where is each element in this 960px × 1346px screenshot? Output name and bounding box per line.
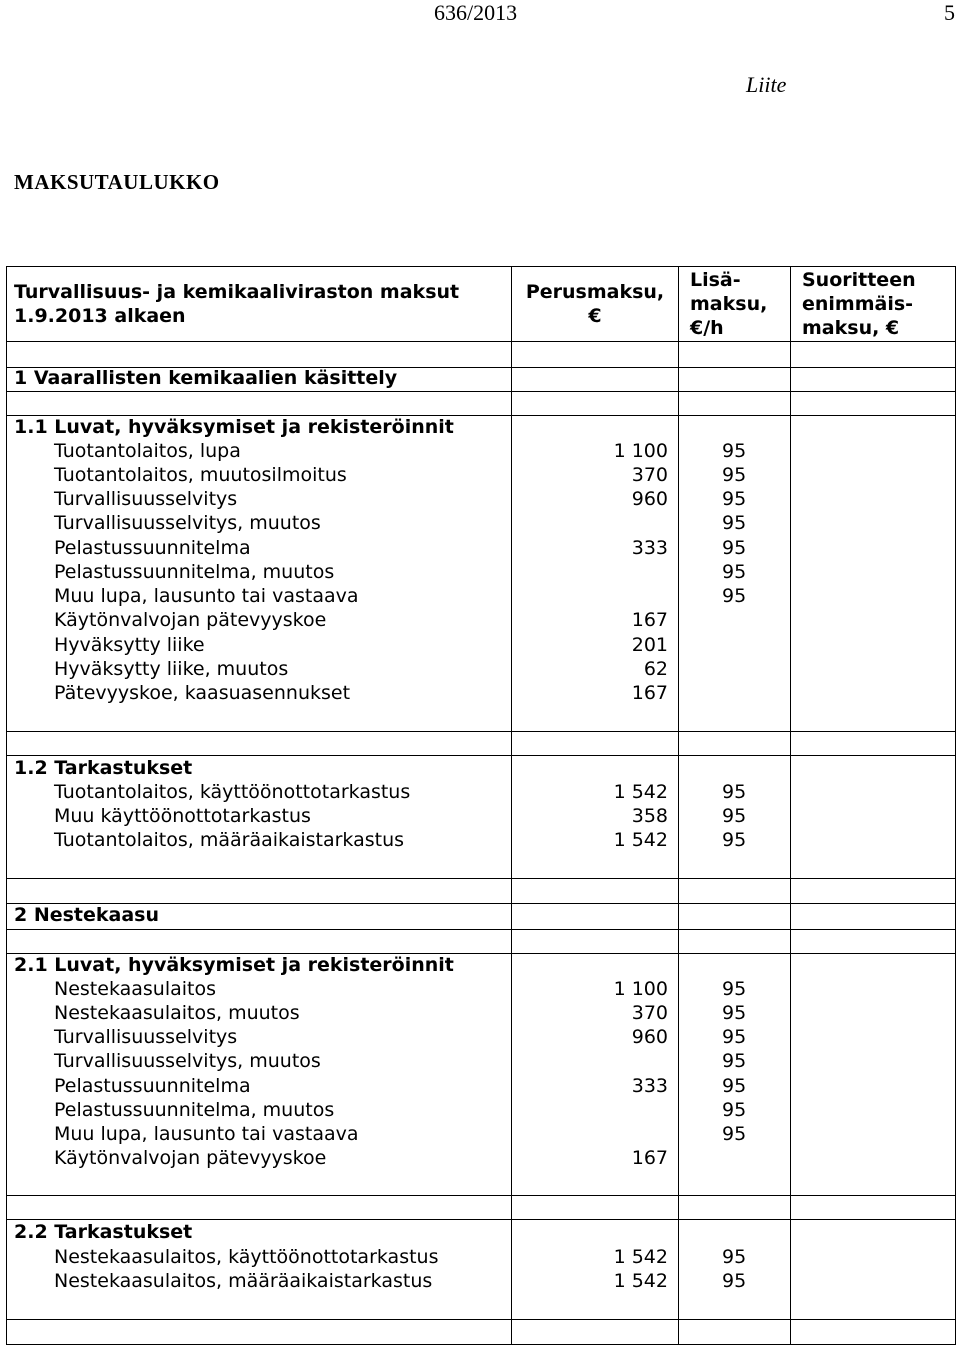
header-description xyxy=(14,280,459,328)
fee-row-base: 960 xyxy=(631,1026,668,1048)
fee-row-additional: 95 xyxy=(722,1246,747,1268)
fee-row-label: Pelastussuunnitelma, muutos xyxy=(54,1099,335,1121)
fee-row-label: Muu lupa, lausunto tai vastaava xyxy=(54,585,359,607)
fee-row-base: 1 542 xyxy=(613,781,668,803)
header-max-fee-line: Suoritteen xyxy=(802,269,916,291)
fee-row-label: Tuotantolaitos, lupa xyxy=(54,440,241,462)
header-description-line: 1.9.2013 alkaen xyxy=(14,305,186,327)
header-max-fee-line: maksu, € xyxy=(802,317,900,339)
fee-row-base: 370 xyxy=(631,1002,668,1024)
fee-row-label: Turvallisuusselvitys, muutos xyxy=(54,512,321,534)
fee-row-additional: 95 xyxy=(722,1075,747,1097)
fee-row-label: Hyväksytty liike, muutos xyxy=(54,658,289,680)
fee-row-additional: 95 xyxy=(722,488,747,510)
fee-row-base: 333 xyxy=(631,1075,668,1097)
fee-row-label: Turvallisuusselvitys xyxy=(54,488,238,510)
fee-row-base: 167 xyxy=(631,1147,668,1169)
fee-row-label: Turvallisuusselvitys xyxy=(54,1026,238,1048)
fee-row-base: 167 xyxy=(631,682,668,704)
fee-row-label: Tuotantolaitos, käyttöönottotarkastus xyxy=(54,781,411,803)
fee-row-additional: 95 xyxy=(722,978,747,1000)
fee-row-additional: 95 xyxy=(722,537,747,559)
header-max-fee-line: enimmäis- xyxy=(802,293,914,315)
fee-row-base: 1 542 xyxy=(613,1246,668,1268)
fee-row-base: 62 xyxy=(643,658,668,680)
page-number: 5 xyxy=(944,0,955,25)
fee-row-label: Pätevyyskoe, kaasuasennukset xyxy=(54,682,351,704)
header-additional-fee xyxy=(690,268,767,340)
subsection-title: 1.1 Luvat, hyväksymiset ja rekisteröinnit xyxy=(14,416,454,438)
fee-row-label: Nestekaasulaitos, käyttöönottotarkastus xyxy=(54,1246,439,1268)
fee-row-base: 370 xyxy=(631,464,668,486)
fee-table xyxy=(6,266,956,1345)
fee-row-base: 1 542 xyxy=(613,829,668,851)
header-base-fee-line: Perusmaksu, xyxy=(525,281,665,303)
fee-row-base: 1 542 xyxy=(613,1270,668,1292)
fee-row-base: 358 xyxy=(631,805,668,827)
subsection-title: 2.1 Luvat, hyväksymiset ja rekisteröinnit xyxy=(14,954,454,976)
fee-row-base: 960 xyxy=(631,488,668,510)
fee-row-base: 1 100 xyxy=(613,440,668,462)
fee-row-base: 333 xyxy=(631,537,668,559)
header-additional-fee-line: Lisä- xyxy=(690,269,741,291)
header-base-fee xyxy=(512,280,678,328)
fee-row-label: Pelastussuunnitelma xyxy=(54,1075,251,1097)
fee-row-label: Muu lupa, lausunto tai vastaava xyxy=(54,1123,359,1145)
header-additional-fee-line: €/h xyxy=(690,317,724,339)
fee-row-additional: 95 xyxy=(722,829,747,851)
fee-row-label: Hyväksytty liike xyxy=(54,634,205,656)
fee-row-base: 1 100 xyxy=(613,978,668,1000)
subsection-title: 1.2 Tarkastukset xyxy=(14,757,193,779)
fee-row-label: Pelastussuunnitelma, muutos xyxy=(54,561,335,583)
appendix-label: Liite xyxy=(746,72,787,97)
fee-row-base: 201 xyxy=(631,634,668,656)
fee-row-label: Tuotantolaitos, määräaikaistarkastus xyxy=(54,829,405,851)
fee-row-additional: 95 xyxy=(722,561,747,583)
section-title: 1 Vaarallisten kemikaalien käsittely xyxy=(14,367,398,389)
fee-row-label: Nestekaasulaitos, määräaikaistarkastus xyxy=(54,1270,433,1292)
fee-row-additional: 95 xyxy=(722,464,747,486)
fee-row-label: Nestekaasulaitos, muutos xyxy=(54,1002,300,1024)
fee-row-additional: 95 xyxy=(722,440,747,462)
header-additional-fee-line: maksu, xyxy=(690,293,768,315)
subsection-title: 2.2 Tarkastukset xyxy=(14,1221,193,1243)
fee-row-label: Tuotantolaitos, muutosilmoitus xyxy=(54,464,347,486)
fee-row-additional: 95 xyxy=(722,1050,747,1072)
fee-row-additional: 95 xyxy=(722,585,747,607)
header-base-fee-line: € xyxy=(588,305,602,327)
header-description-line: Turvallisuus- ja kemikaaliviraston maksut xyxy=(14,281,460,303)
fee-row-label: Turvallisuusselvitys, muutos xyxy=(54,1050,321,1072)
header-max-fee xyxy=(802,268,916,340)
fee-row-additional: 95 xyxy=(722,1123,747,1145)
fee-row-label: Nestekaasulaitos xyxy=(54,978,217,1000)
document-title: MAKSUTAULUKKO xyxy=(14,170,220,194)
fee-row-additional: 95 xyxy=(722,1002,747,1024)
fee-row-label: Pelastussuunnitelma xyxy=(54,537,251,559)
document-number: 636/2013 xyxy=(434,0,518,25)
fee-row-label: Käytönvalvojan pätevyyskoe xyxy=(54,609,327,631)
fee-row-label: Muu käyttöönottotarkastus xyxy=(54,805,311,827)
fee-row-additional: 95 xyxy=(722,1270,747,1292)
fee-row-additional: 95 xyxy=(722,805,747,827)
fee-row-additional: 95 xyxy=(722,1026,747,1048)
fee-row-additional: 95 xyxy=(722,512,747,534)
fee-row-label: Käytönvalvojan pätevyyskoe xyxy=(54,1147,327,1169)
fee-row-additional: 95 xyxy=(722,781,747,803)
fee-row-additional: 95 xyxy=(722,1099,747,1121)
fee-row-base: 167 xyxy=(631,609,668,631)
section-title: 2 Nestekaasu xyxy=(14,904,160,926)
